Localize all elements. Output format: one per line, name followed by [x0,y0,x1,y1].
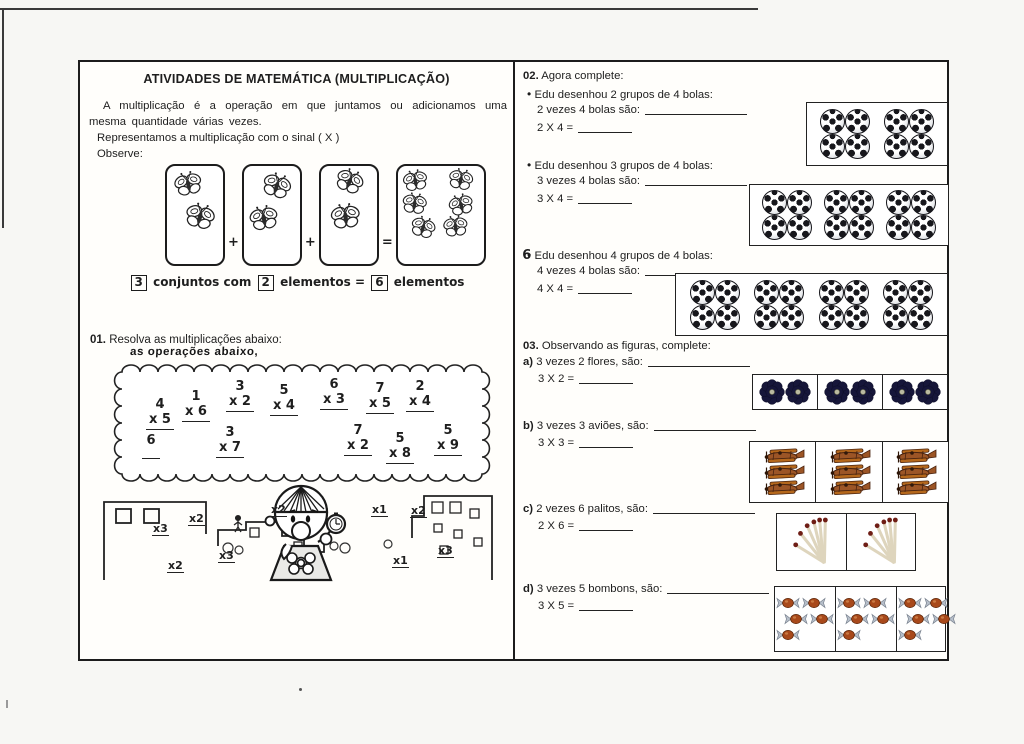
butterfly-caption [80,275,513,291]
multiplier-label: x3 [153,522,168,535]
caption-box-total: 6 [371,275,387,291]
exercise-c-equation: 2 X 6 = [538,520,633,532]
balls-box-2x4 [806,102,948,166]
ball-group [819,280,869,330]
bombom-icon [775,627,801,643]
soccer-ball-icon [909,109,934,134]
butterfly-icon [167,166,223,246]
flower-cell [753,375,818,409]
exercise-d-line: d) 3 vezes 5 bombons, são: [523,583,769,595]
scan-artifact-dot [299,688,302,691]
soccer-ball-icon [883,305,908,330]
ball-group [824,190,874,240]
section-02-heading [523,70,624,82]
equals-operator: = [381,235,393,250]
card-count: 6 [522,248,532,263]
exercise-line: 2 vezes 4 bolas são: [537,104,747,116]
section-number: 01. [90,334,106,346]
answer-blank [648,356,750,367]
multiplication-problem: 6 [142,434,160,464]
answer-blank [578,193,632,204]
answer-blank [579,373,633,384]
plane-icon [826,478,872,498]
soccer-ball-icon [779,305,804,330]
plane-icon [892,478,938,498]
bombom-icon [931,611,957,627]
section-title: Observando as figuras, complete: [541,340,711,352]
butterfly-card-2 [242,164,302,266]
bombom-icon [870,611,896,627]
exercise-equation: 2 X 4 = [537,122,632,134]
matches-box [776,513,916,571]
exercise-equation: 4 X 4 = [537,283,632,295]
bombom-cell [836,587,897,651]
answer-blank [578,283,632,294]
exercise-d-equation: 3 X 5 = [538,600,633,612]
soccer-ball-icon [779,280,804,305]
multiplication-problem: 5 x 9 [434,424,462,456]
multiplier-label: x3 [438,544,453,557]
bombom-icon [844,611,870,627]
soccer-ball-icon [886,215,911,240]
multiplier-label: x3 [219,549,234,562]
multiplier-label: x2 [168,559,183,572]
matchfan-icon [859,517,903,567]
intro-paragraph: A multiplicação é a operação em que juntamos ou adicionamos uma mesma quantidade várias vezes. [89,100,507,129]
soccer-ball-icon [819,280,844,305]
flower-cell [883,375,947,409]
soccer-ball-icon [886,190,911,215]
soccer-ball-icon [884,109,909,134]
ball-group [886,190,936,240]
multiplication-problem: 3 x 7 [216,426,244,458]
exercise-b-equation: 3 X 3 = [538,437,633,449]
answer-blank [645,104,747,115]
multiplication-problem: 7 x 5 [366,382,394,414]
match-cell [777,514,847,570]
soccer-ball-icon [911,190,936,215]
soccer-ball-icon [845,134,870,159]
exercise-a-line: a) 3 vezes 2 flores, são: [523,356,750,368]
answer-blank [645,175,747,186]
answer-blank [579,600,633,611]
soccer-ball-icon [908,280,933,305]
butterfly-cards-figure [164,164,532,266]
soccer-ball-icon [824,190,849,215]
soccer-ball-icon [849,190,874,215]
section-number: 03. [523,340,539,352]
multiplication-problem: 6 x 3 [320,378,348,410]
multiplier-label: x2 [271,503,286,516]
plus-operator: + [228,235,239,250]
ball-group [884,109,934,159]
answer-blank [653,503,755,514]
plane-cell [883,442,948,502]
ball-group [820,109,870,159]
bombom-icon [897,627,923,643]
caption-box-sets: 3 [131,275,147,291]
column-divider-line [513,62,515,659]
soccer-ball-icon [884,134,909,159]
multiplier-label: x2 [189,512,204,525]
soccer-ball-icon [690,280,715,305]
bombom-icon [836,595,862,611]
ball-group [754,280,804,330]
soccer-ball-icon [844,280,869,305]
multiplier-label: x1 [372,503,387,516]
section-number: 02. [523,70,539,82]
flower-icon [759,379,785,405]
intro-text [89,98,507,162]
butterfly-card-3 [319,164,379,266]
match-cell [847,514,916,570]
caption-text: elementos = [280,275,366,289]
section-03-heading [523,340,711,352]
multiplication-problem: 5 x 8 [386,432,414,464]
butterfly-card-1 [165,164,225,266]
caption-text: elementos [393,275,465,289]
soccer-ball-icon [715,280,740,305]
scan-artifact-left-line [2,8,4,228]
multiplication-problem: 2 x 4 [406,380,434,412]
balls-box-4x4 [675,273,948,336]
soccer-ball-icon [849,215,874,240]
answer-blank [578,122,632,133]
bombom-icon [862,595,888,611]
exercise-bullet: • Edu desenhou 2 grupos de 4 bolas: [527,87,713,101]
flower-icon [824,379,850,405]
answer-blank [579,520,633,531]
section-title: Agora complete: [541,70,624,82]
soccer-ball-icon [819,305,844,330]
exercise-line: 3 vezes 4 bolas são: [537,175,747,187]
plane-cell [816,442,882,502]
scan-artifact-top-line [0,8,758,10]
section-01-heading [90,334,282,346]
multiplier-label: x2 [411,504,426,517]
multiplication-problem: 7 x 2 [344,424,372,456]
bombom-cell [775,587,836,651]
cloud-illustration [88,354,509,584]
soccer-ball-icon [908,305,933,330]
butterfly-icon [244,166,300,246]
plane-icon [760,478,806,498]
soccer-ball-icon [762,215,787,240]
butterfly-icon [321,166,377,246]
bombom-icon [897,595,923,611]
bombom-icon [783,611,809,627]
flower-icon [850,379,876,405]
plane-cell [750,442,816,502]
multiplication-problem: 4 x 5 [146,398,174,430]
flower-icon [785,379,811,405]
butterfly-icon [398,166,484,246]
butterfly-card-result [396,164,532,266]
bombom-icon [801,595,827,611]
caption-text: conjuntos com [153,275,252,289]
bombom-icon [905,611,931,627]
flowers-box [752,374,948,410]
page-title: ATIVIDADES DE MATEMÁTICA (MULTIPLICAÇÃO) [143,72,450,86]
flower-icon [889,379,915,405]
answer-blank [667,583,769,594]
bombom-icon [809,611,835,627]
exercise-b-line: b) 3 vezes 3 aviões, são: [523,420,756,432]
soccer-ball-icon [762,190,787,215]
soccer-ball-icon [787,190,812,215]
intro-line2: Representamos a multiplicação com o sinal ( X ) [97,132,340,145]
ball-group [690,280,740,330]
multiplication-problem: 3 x 2 [226,380,254,412]
planes-box [749,441,949,503]
flower-icon [915,379,941,405]
soccer-ball-icon [787,215,812,240]
section-title: Resolva as multiplicações abaixo: [109,334,282,346]
exercise-a-equation: 3 X 2 = [538,373,633,385]
soccer-ball-icon [845,109,870,134]
answer-blank [579,437,633,448]
soccer-ball-icon [690,305,715,330]
balls-box-3x4 [749,184,949,246]
bombom-icon [836,627,862,643]
soccer-ball-icon [824,215,849,240]
exercise-bullet: • Edu desenhou 3 grupos de 4 bolas: [527,158,713,172]
soccer-ball-icon [754,305,779,330]
ball-group [762,190,812,240]
soccer-ball-icon [715,305,740,330]
soccer-ball-icon [820,134,845,159]
bombom-cell [897,587,957,651]
exercise-bullet: • Edu desenhou 4 grupos de 4 bolas: [527,248,713,262]
multiplier-label: x1 [393,554,408,567]
flower-cell [818,375,883,409]
intro-line3: Observe: [97,148,143,161]
soccer-ball-icon [883,280,908,305]
soccer-ball-icon [911,215,936,240]
exercise-c-line: c) 2 vezes 6 palitos, são: [523,503,755,515]
matchfan-icon [789,517,833,567]
soccer-ball-icon [844,305,869,330]
soccer-ball-icon [754,280,779,305]
bombons-box [774,586,946,652]
answer-blank [654,420,756,431]
multiplication-problem: 1 x 6 [182,390,210,422]
scan-artifact-mark [6,700,8,708]
plus-operator: + [304,235,316,250]
ball-group [883,280,933,330]
exercise-equation: 3 X 4 = [537,193,632,205]
bombom-icon [775,595,801,611]
exercise-line: 4 vezes 4 bolas são: [537,265,747,277]
soccer-ball-icon [820,109,845,134]
section-01-overprint-text: as operações abaixo, [129,346,259,358]
bombom-icon [923,595,949,611]
worksheet-page [78,60,949,661]
caption-box-elements: 2 [258,275,274,291]
soccer-ball-icon [909,134,934,159]
multiplication-problem: 5 x 4 [270,384,298,416]
